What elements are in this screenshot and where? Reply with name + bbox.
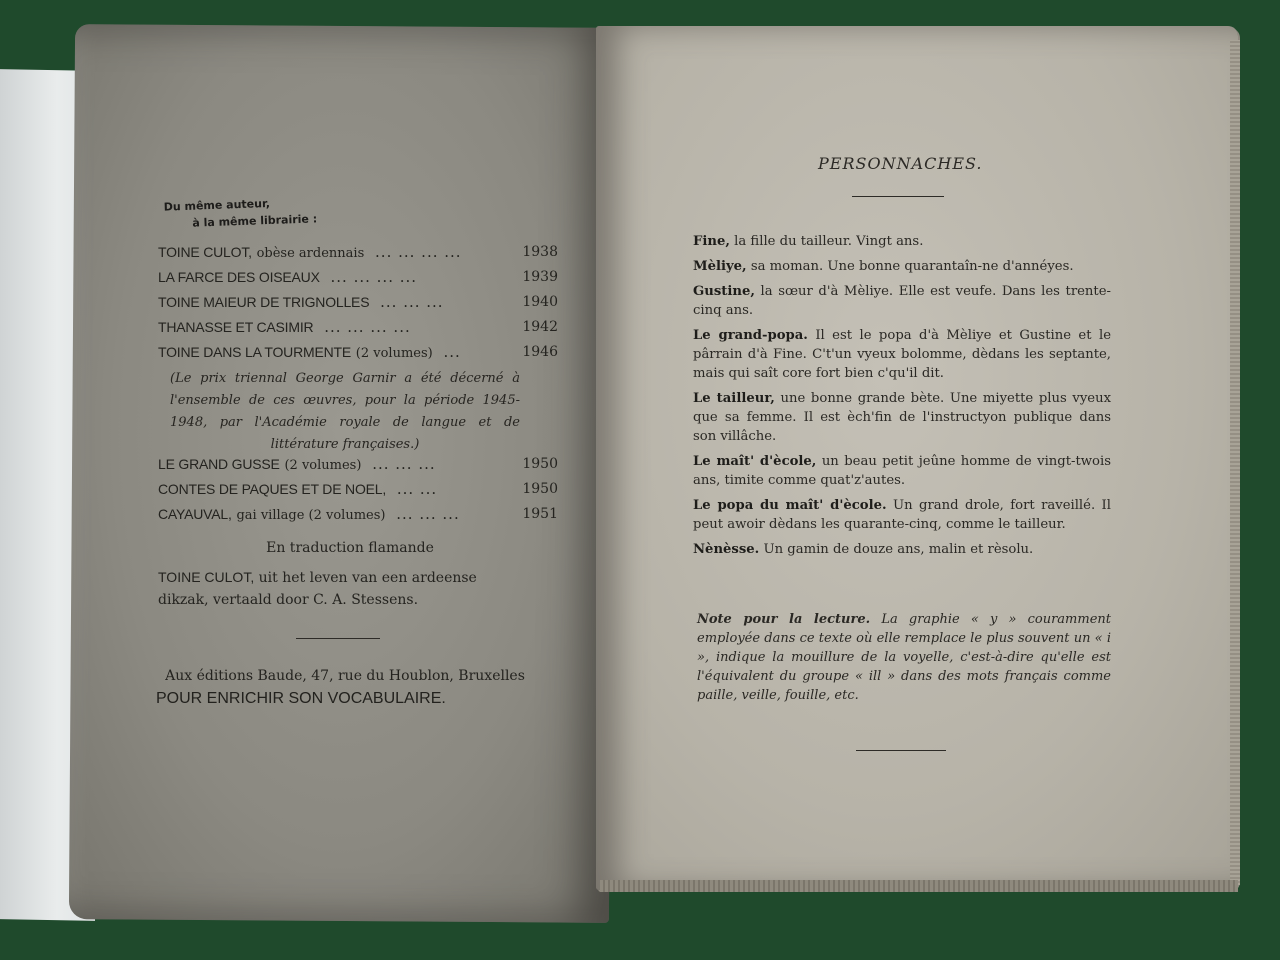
work-title: THANASSE ET CASIMIR	[158, 319, 314, 335]
work-subtitle: (2 volumes)	[355, 346, 433, 361]
work-entry	[158, 452, 558, 477]
character-name: Fine,	[693, 234, 730, 249]
translation-description: uit het leven van een ardeense dikzak, vertaald door C. A. Stessens.	[158, 570, 477, 608]
leader-dots: ... ...	[396, 480, 438, 498]
divider-rule	[856, 750, 946, 751]
character-entry	[693, 257, 1111, 276]
prize-note: (Le prix triennal George Garnir a été décerné à l'ensemble de ces œuvres, pour la période 1945-1948, par l'Académie royale de langue et de littérature françaises.)	[170, 371, 520, 452]
work-entry	[158, 315, 558, 340]
character-description: sa moman. Une bonne quarantaîn-ne d'annéyes.	[750, 259, 1074, 274]
same-author-line2: à la même librairie :	[192, 212, 318, 230]
character-name: Mèliye,	[693, 259, 747, 274]
divider-rule	[852, 196, 944, 197]
reading-note	[697, 610, 1111, 705]
character-description: Un gamin de douze ans, malin et rèsolu.	[763, 542, 1034, 557]
page-block-bottom	[600, 880, 1238, 892]
leader-dots: ... ... ... ...	[375, 243, 462, 261]
character-name: Le maît' d'ècole,	[693, 454, 817, 469]
work-year: 1950	[522, 481, 558, 497]
character-entry	[693, 326, 1111, 383]
character-name: Le popa du maît' d'ècole.	[693, 498, 887, 513]
translation-title: TOINE CULOT,	[158, 569, 255, 585]
leader-dots: ... ... ...	[396, 505, 460, 523]
character-entry	[693, 452, 1111, 490]
work-entry	[158, 502, 558, 527]
page-title: PERSONNACHES.	[818, 154, 983, 173]
translation-entry	[158, 566, 508, 611]
work-entry	[158, 290, 558, 315]
work-title: TOINE MAIEUR DE TRIGNOLLES	[158, 294, 370, 310]
character-name: Le tailleur,	[693, 391, 775, 406]
character-entry	[693, 540, 1111, 559]
reading-note-text: La graphie « y » couramment employée dans ce texte où elle remplace le plus souvent un « i », indique la mouillure de la voyelle, c'est-à-dire qu'elle est l'équivalent du groupe « ill » dans des mots français comme paille, veille, fouille, etc.	[697, 612, 1111, 703]
character-entry	[693, 496, 1111, 534]
leader-dots: ... ... ... ...	[330, 268, 418, 286]
work-year: 1951	[522, 506, 558, 522]
publisher-line: Aux éditions Baude, 47, rue du Houblon, Bruxelles	[165, 668, 525, 684]
work-title: TOINE CULOT,	[158, 244, 252, 260]
work-subtitle: obèse ardennais	[256, 246, 365, 261]
divider-rule	[296, 638, 380, 639]
work-entry	[158, 477, 558, 502]
work-title: LA FARCE DES OISEAUX	[158, 269, 320, 285]
character-entry	[693, 389, 1111, 446]
work-entry	[158, 340, 558, 365]
work-year: 1942	[522, 319, 558, 335]
same-author-line1: Du même auteur,	[163, 196, 271, 214]
leader-dots: ... ... ... ...	[324, 318, 411, 336]
reading-note-label: Note pour la lecture.	[697, 612, 871, 627]
work-title: LE GRAND GUSSE	[158, 456, 280, 472]
work-title: CONTES DE PAQUES ET DE NOEL,	[158, 481, 387, 497]
work-year: 1938	[522, 244, 558, 260]
character-name: Nènèsse.	[693, 542, 760, 557]
enrichir-title: POUR ENRICHIR SON VOCABULAIRE.	[156, 690, 446, 707]
work-year: 1950	[522, 456, 558, 472]
work-year: 1940	[522, 294, 558, 310]
character-name: Gustine,	[693, 284, 755, 299]
work-year: 1946	[522, 344, 558, 360]
character-description: la fille du tailleur. Vingt ans.	[734, 234, 924, 249]
characters-list	[693, 232, 1111, 565]
work-entry	[158, 265, 558, 290]
character-name: Le grand-popa.	[693, 328, 808, 343]
work-subtitle: gai village (2 volumes)	[236, 508, 386, 523]
character-description: un beau petit jeûne homme de vingt-twois ans, timite comme quat'z'autes.	[693, 454, 1111, 488]
work-title: CAYAUVAL,	[158, 506, 232, 522]
same-author-heading	[163, 193, 317, 232]
translation-heading: En traduction flamande	[266, 540, 434, 556]
character-description: Un grand drole, fort raveillé. Il peut awoir dèdans les quarante-cinq, comme le tailleur.	[693, 498, 1111, 532]
work-title: TOINE DANS LA TOURMENTE	[158, 344, 351, 360]
works-list	[158, 240, 558, 365]
page-block-edge	[1230, 40, 1240, 885]
character-entry	[693, 232, 1111, 251]
work-entry	[158, 240, 558, 265]
character-description: Il est le popa d'à Mèliye et Gustine et le pârrain d'à Fine. C't'un vyeux bolomme, dèdans les septante, mais qui saît core fort bien c'qu'il dit.	[693, 328, 1111, 381]
character-description: la sœur d'à Mèliye. Elle est veufe. Dans les trente-cinq ans.	[693, 284, 1111, 318]
works-list-2	[158, 452, 558, 527]
work-subtitle: (2 volumes)	[284, 458, 362, 473]
leader-dots: ...	[443, 343, 461, 361]
leader-dots: ... ... ...	[372, 455, 436, 473]
character-description: une bonne grande bète. Une miyette plus vyeux que sa femme. Il est èch'fin de l'instructyon publique dans son villâche.	[693, 391, 1112, 444]
work-year: 1939	[522, 269, 558, 285]
leader-dots: ... ... ...	[380, 293, 444, 311]
character-entry	[693, 282, 1111, 320]
